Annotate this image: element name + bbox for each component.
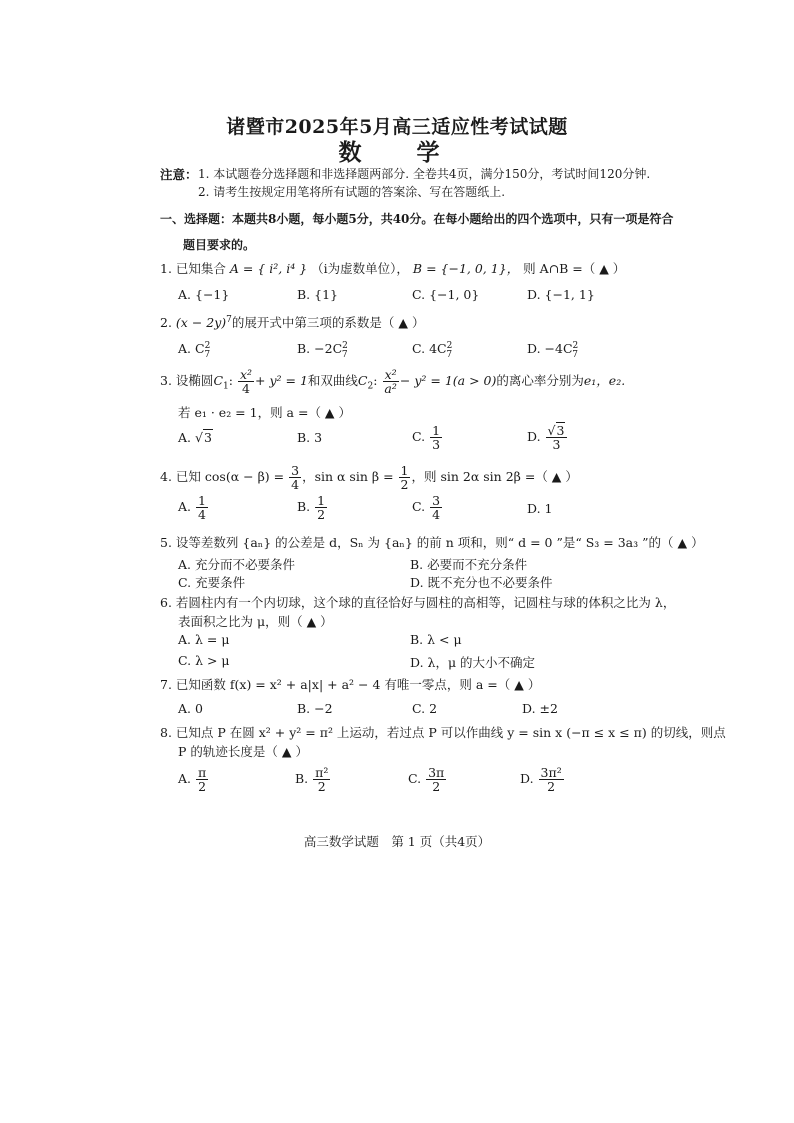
q3-frac-ellipse: $\frac{\text{x²}}{4}$	[239, 367, 252, 397]
q3-option-c: C. $\frac{1}{3}$	[412, 423, 441, 453]
q3-option-b: B. 3	[297, 430, 323, 445]
q1-number: 1.	[160, 261, 172, 276]
q4-stem: 4. 已知 cos(α − β) = $\frac{3}{4}$ ，sin α sin β = $\frac{1}{2}$ ，则 sin 2α sin 2β =（ ▲ ）	[160, 463, 578, 493]
q6-option-a: A. λ = μ	[178, 632, 230, 647]
q5-option-c: C. 充要条件	[178, 575, 246, 590]
q8-option-a: A. $\frac{\pi}{2}$	[178, 765, 207, 795]
q6-option-b: B. λ < μ	[410, 632, 462, 647]
q5-option-b: B. 必要而不充分条件	[410, 557, 528, 572]
q8-option-c: C. $\frac{3\pi}{2}$	[408, 765, 445, 795]
q3-stem: 3. 设椭圆$C_1$: $\frac{\text{x²}}{4}$ + y² = 1和双曲线$C_2$: $\frac{\text{x²}}{\text{a²}}$ − y² = 1(a > 0)的离心率分别为e₁，e₂.	[160, 367, 626, 397]
q2-stem	[160, 313, 424, 331]
notes-line2: 2. 请考生按规定用笔将所有试题的答案涂、写在答题纸上.	[198, 185, 506, 199]
q1-stem	[160, 259, 625, 277]
exam-subject: 数 学	[338, 139, 456, 166]
q8-option-b: B. $\frac{\text{π²}}{2}$	[295, 765, 329, 795]
q1-stem-a: 已知集合	[175, 261, 226, 276]
q2-option-b: B. $-2C^2_7$	[297, 341, 348, 360]
notes-label: 注意：	[160, 167, 198, 182]
q7-option-c: C. 2	[412, 701, 438, 716]
q5-option-d: D. 既不充分也不必要条件	[410, 575, 553, 590]
q3-line2: 若 e₁ · e₂ = 1，则 a =（ ▲ ）	[178, 405, 352, 420]
q2-expr: (x − 2y)	[175, 315, 227, 330]
q3-option-a: A. √3	[178, 430, 212, 445]
q8-line2: P 的轨迹长度是（ ▲ ）	[178, 744, 308, 759]
q7-option-a: A. 0	[178, 701, 203, 716]
q1-set-a: A = { i², i⁴ }	[229, 261, 308, 276]
q7-option-b: B. −2	[297, 701, 333, 716]
notes-line1: 1. 本试题卷分选择题和非选择题两部分. 全卷共4页，满分150分，考试时间120分钟.	[198, 167, 651, 181]
page-footer: 高三数学试题 第 1 页（共4页）	[303, 834, 491, 849]
q2-option-a: A. $C^2_7$	[178, 341, 211, 360]
q3-frac-hyperbola: $\frac{\text{x²}}{\text{a²}}$	[384, 367, 397, 397]
q4-option-d: D. 1	[527, 501, 553, 516]
q1-option-a: A. {−1}	[178, 287, 230, 302]
q2-stem-text: 的展开式中第三项的系数是（ ▲ ）	[231, 315, 425, 330]
q2-number: 2.	[160, 315, 172, 330]
q4-option-b: B. $\frac{1}{2}$	[297, 493, 326, 523]
q6-stem: 6. 若圆柱内有一个内切球，这个球的直径恰好与圆柱的高相等，记圆柱与球的体积之比为 λ，	[160, 595, 676, 610]
q1-option-d: D. {−1, 1}	[527, 287, 595, 302]
q3-option-d: D. $\frac{√3}{3}$	[527, 424, 568, 451]
q6-option-d: D. λ，μ 的大小不确定	[410, 655, 536, 670]
q2-option-c: C. $4C^2_7$	[412, 341, 453, 360]
q6-line2: 表面积之比为 μ，则（ ▲ ）	[178, 614, 333, 629]
q5-stem: 5. 设等差数列 {aₙ} 的公差是 d，Sₙ 为 {aₙ} 的前 n 项和，则“ d = 0 ”是“ S₃ = 3a₃ ”的（ ▲ ）	[160, 535, 704, 550]
q1-stem-c: 则 A∩B =（ ▲ ）	[523, 261, 626, 276]
section1-heading-cont: 题目要求的。	[183, 238, 256, 252]
q7-option-d: D. ±2	[522, 701, 558, 716]
q2-exponent: 7	[226, 314, 232, 325]
q2-option-d: D. $-4C^2_7$	[527, 341, 579, 360]
q1-set-b: B = {−1, 0, 1}，	[412, 261, 520, 276]
q4-option-a: A. $\frac{1}{4}$	[178, 493, 206, 523]
q1-option-b: B. {1}	[297, 287, 339, 302]
q1-option-c: C. {−1, 0}	[412, 287, 480, 302]
q5-option-a: A. 充分而不必要条件	[178, 557, 295, 572]
q8-option-d: D. $\frac{\text{3π²}}{2}$	[520, 765, 562, 795]
section1-heading: 一、选择题：本题共8小题，每小题5分，共40分。在每小题给出的四个选项中，只有一项是符合	[160, 212, 674, 226]
exam-title: 诸暨市2025年5月高三适应性考试试题	[226, 116, 568, 138]
q1-stem-b: （i为虚数单位），	[311, 261, 409, 276]
q6-option-c: C. λ > μ	[178, 653, 230, 668]
q4-option-c: C. $\frac{3}{4}$	[412, 493, 441, 523]
q8-stem: 8. 已知点 P 在圆 x² + y² = π² 上运动，若过点 P 可以作曲线 y = sin x (−π ≤ x ≤ π) 的切线，则点	[160, 725, 726, 740]
q7-stem: 7. 已知函数 f(x) = x² + a|x| + a² − 4 有唯一零点，则 a =（ ▲ ）	[160, 677, 541, 692]
